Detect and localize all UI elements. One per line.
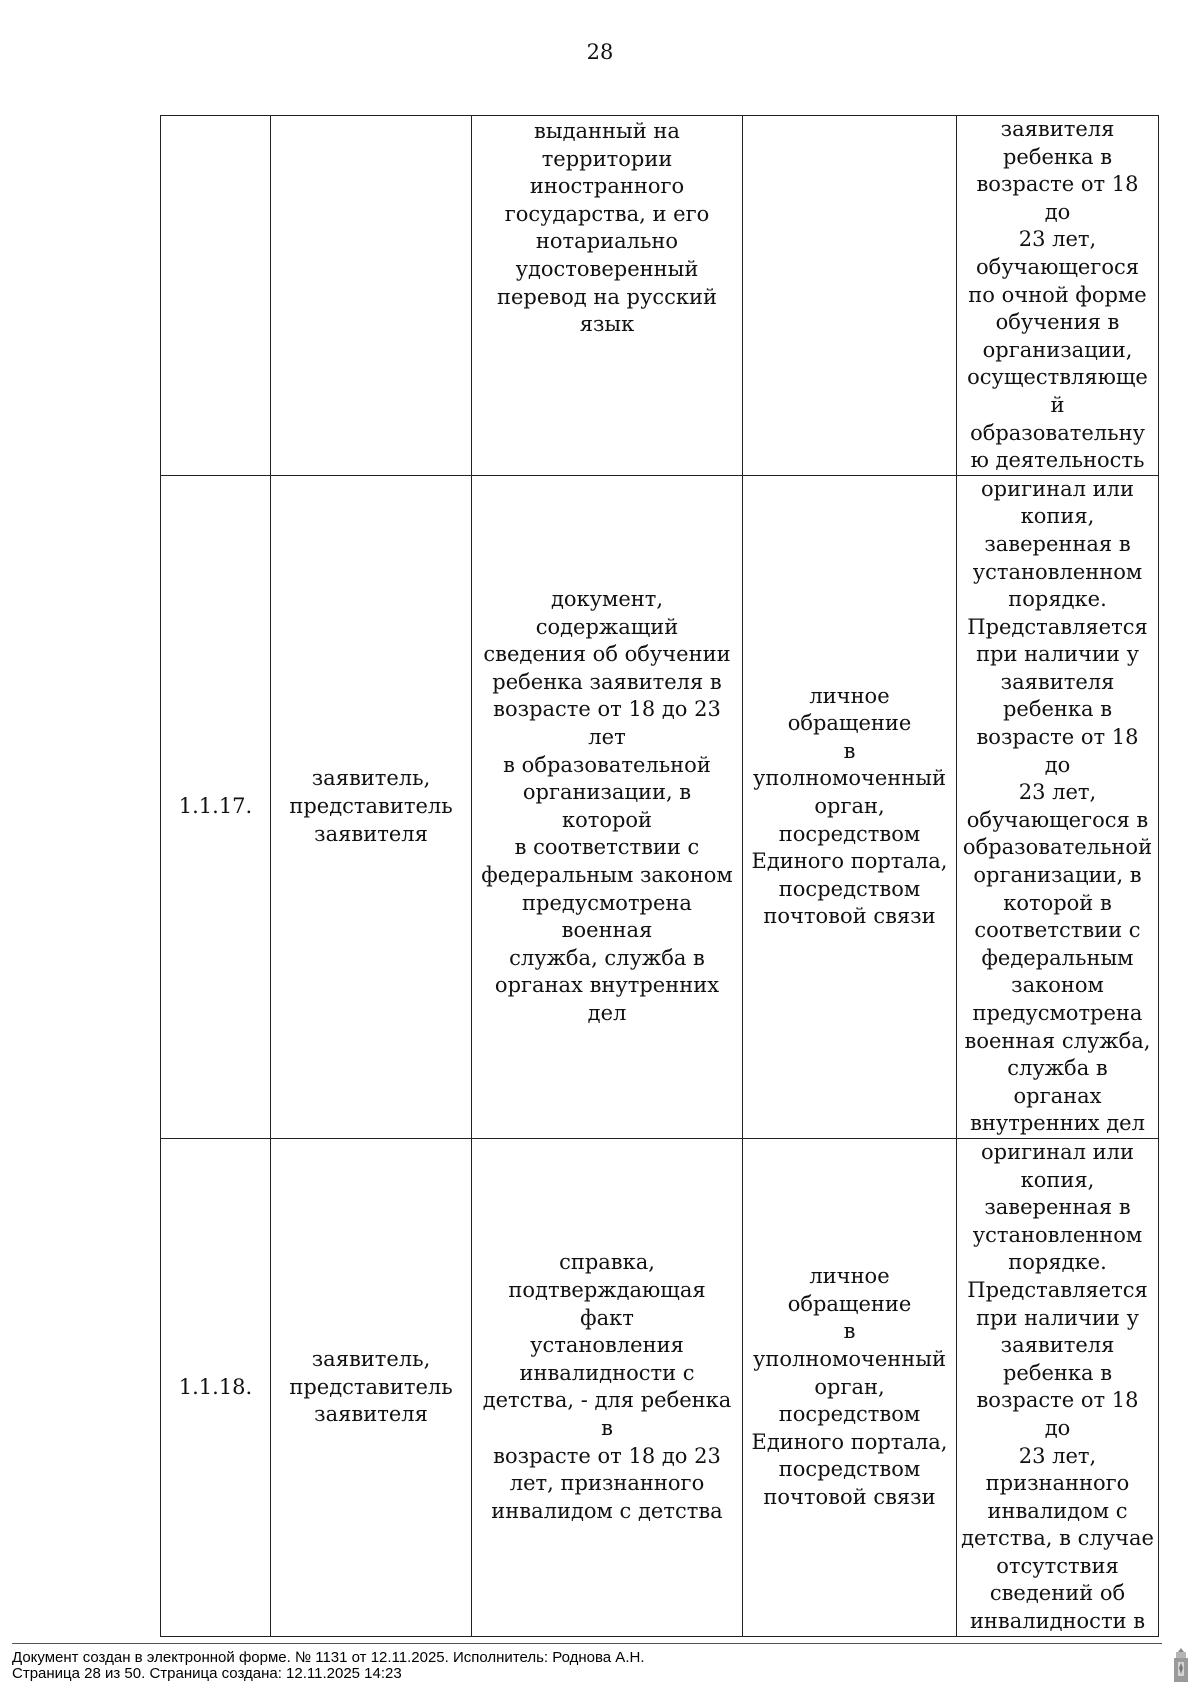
submission-method-cell: личное обращение в уполномоченный орган, посредством Единого портала, посредством почтовой связи xyxy=(743,475,957,1138)
footer-divider xyxy=(12,1643,1162,1644)
submission-method-cell xyxy=(743,116,957,476)
document-cell: справка, подтверждающая факт установления инвалидности с детства, - для ребенка в возрасте от 18 до 23 лет, признанного инвалидом с детства xyxy=(472,1138,743,1636)
row-number: 1.1.18. xyxy=(161,1138,271,1636)
document-cell: документ, содержащий сведения об обучении ребенка заявителя в возрасте от 18 до 23 лет в образовательной организации, в которой в соответствии с федеральным законом предусмотрена военная служба, служба в органах внутренних дел xyxy=(472,475,743,1138)
table-row xyxy=(161,1138,1159,1636)
page-number: 28 xyxy=(586,40,614,64)
row-number: 1.1.17. xyxy=(161,475,271,1138)
applicant-cell: заявитель, представитель заявителя xyxy=(271,1138,472,1636)
note-cell: заявителя ребенка в возрасте от 18 до 23 лет, обучающегося по очной форме обучения в организации, осуществляюще й образовательну ю деятельность xyxy=(957,116,1159,476)
submission-method-cell: личное обращение в уполномоченный орган, посредством Единого портала, посредством почтовой связи xyxy=(743,1138,957,1636)
document-footer xyxy=(12,1650,644,1682)
footer-line-document-info: Документ создан в электронной форме. № 1131 от 12.11.2025. Исполнитель: Роднова А.Н. xyxy=(12,1649,645,1666)
note-cell: оригинал или копия, заверенная в установленном порядке. Представляется при наличии у заявителя ребенка в возрасте от 18 до 23 лет, признанного инвалидом с детства, в случае отсутствия сведений об инвалидности в xyxy=(957,1138,1159,1636)
emblem-icon xyxy=(1172,1648,1190,1684)
applicant-cell: заявитель, представитель заявителя xyxy=(271,475,472,1138)
table-row xyxy=(161,475,1159,1138)
footer-line-page-info: Страница 28 из 50. Страница создана: 12.11.2025 14:23 xyxy=(12,1665,402,1682)
applicant-cell xyxy=(271,116,472,476)
table-row xyxy=(161,116,1159,476)
documents-table xyxy=(160,115,1159,1637)
note-cell: оригинал или копия, заверенная в установленном порядке. Представляется при наличии у заявителя ребенка в возрасте от 18 до 23 лет, обучающегося в образовательной организации, в которой в соответствии с федеральным законом предусмотрена военная служба, служба в органах внутренних дел xyxy=(957,475,1159,1138)
row-number xyxy=(161,116,271,476)
document-cell: выданный на территории иностранного государства, и его нотариально удостоверенный перевод на русский язык xyxy=(472,116,743,476)
